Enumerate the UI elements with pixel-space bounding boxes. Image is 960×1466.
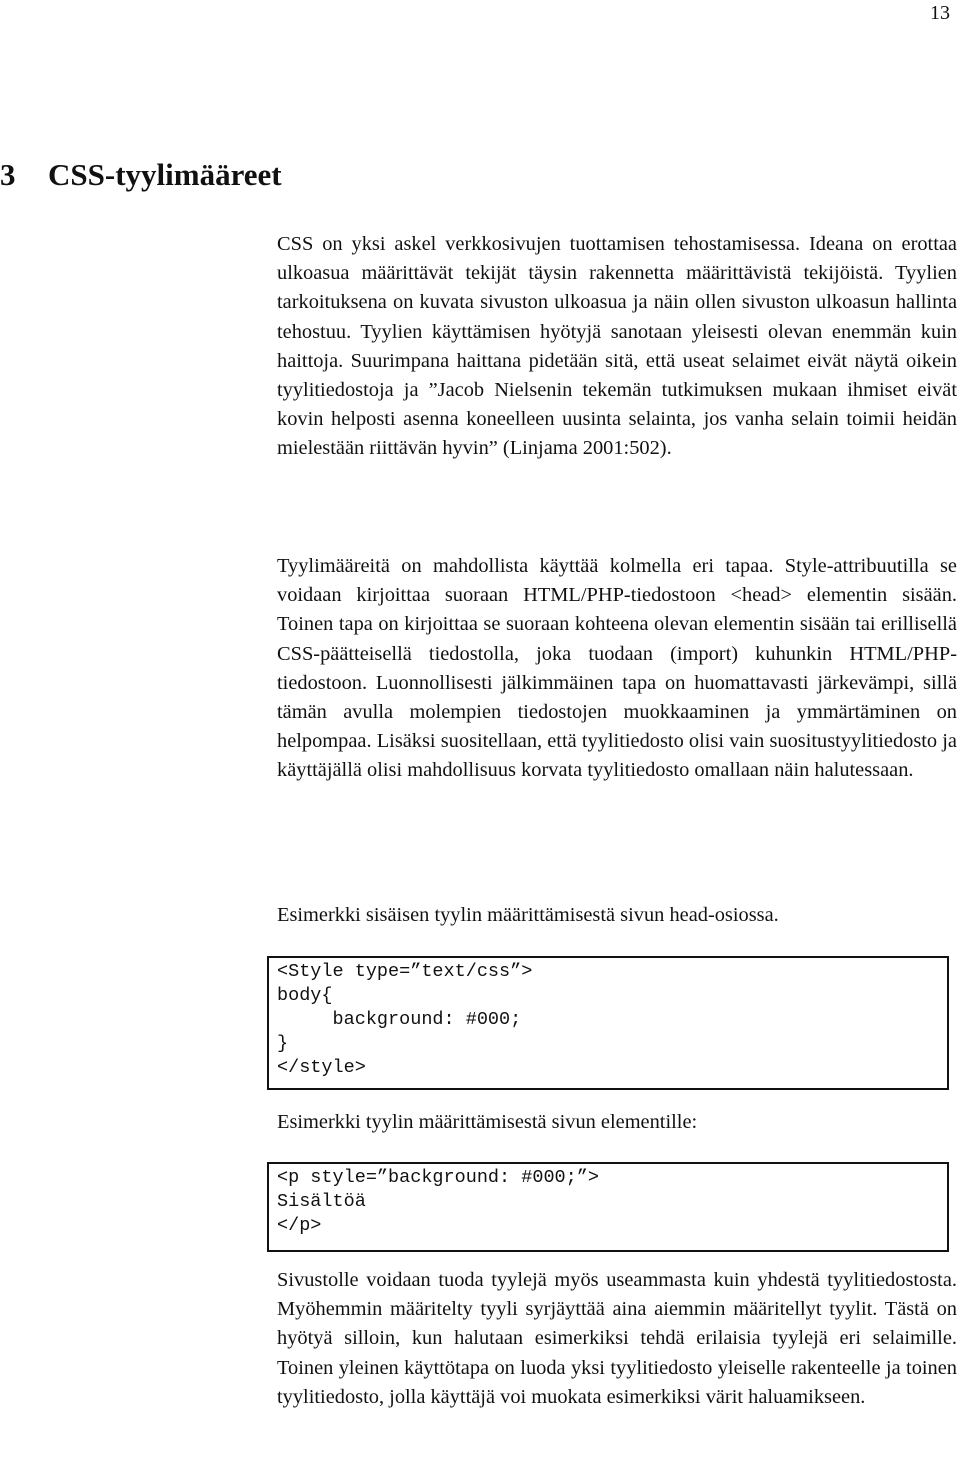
section-heading <box>0 157 282 193</box>
section-title: CSS-tyylimääreet <box>48 157 282 192</box>
code-example-head-style <box>267 956 949 1090</box>
code-line: Sisältöä <box>277 1191 366 1212</box>
paragraph-usage: Tyylimääreitä on mahdollista käyttää kolmella eri tapaa. Style-attribuutilla se voidaan kirjoittaa suoraan HTML/PHP-tiedostoon <head> elementin sisään. Toinen tapa on kirjoittaa se suoraan kohteena olevan elementin sisään tai erillisellä CSS-päätteisellä tiedostolla, joka tuodaan (import) kuhunkin HTML/PHP-tiedostoon. Luonnollisesti jälkimmäinen tapa on huomattavasti järkevämpi, sillä tämän avulla molempien tiedostojen muokkaaminen ja ymmärtäminen on helpompaa. Lisäksi suositellaan, että tyylitiedosto olisi vain suositustyylitiedosto ja käyttäjällä olisi mahdollisuus korvata tyylitiedosto omallaan näin halutessaan. <box>277 555 957 782</box>
section-number: 3 <box>0 157 16 192</box>
code-line: <Style type=”text/css”> <box>277 961 533 982</box>
code-line: background: #000; <box>277 1009 522 1030</box>
paragraph-multiple-stylesheets: Sivustolle voidaan tuoda tyylejä myös useammasta kuin yhdestä tyylitiedostosta. Myöhemmin määritelty tyyli syrjäyttää aina aiemmin määritellyt tyylit. Tästä on hyötyä silloin, kun halutaan esimerkiksi tehdä erilaisia tyylejä eri selaimille. Toinen yleinen käyttötapa on luoda yksi tyylitiedosto yleiselle rakenteelle ja toinen tyylitiedosto, jolla käyttäjä voi muokata esimerkiksi värit haluamikseen. <box>277 1269 957 1408</box>
example-caption-head: Esimerkki sisäisen tyylin määrittämisestä sivun head-osiossa. <box>277 904 779 926</box>
code-example-inline-style <box>267 1162 949 1252</box>
page-number: 13 <box>930 2 950 24</box>
paragraph-intro: CSS on yksi askel verkkosivujen tuottamisen tehostamisessa. Ideana on erottaa ulkoasua määrittävät tekijät täysin rakennetta määrittävistä tekijöistä. Tyylien tarkoituksena on kuvata sivuston ulkoasua ja näin ollen sivuston ulkoasun hallinta tehostuu. Tyylien käyttämisen hyötyjä sanotaan yleisesti olevan enemmän kuin haittoja. Suurimpana haittana pidetään sitä, että useat selaimet eivät näytä oikein tyylitiedostoja ja ”Jacob Nielsenin tekemän tutkimuksen mukaan ihmiset eivät kovin helposti asenna koneelleen uusinta selainta, jos vanha selain toimii heidän mielestään riittävän hyvin” (Linjama 2001:502). <box>277 233 957 460</box>
code-line: </p> <box>277 1215 322 1236</box>
code-line: </style> <box>277 1057 366 1078</box>
code-line: <p style=”background: #000;”> <box>277 1167 599 1188</box>
code-line: body{ <box>277 985 333 1006</box>
code-line: } <box>277 1033 289 1054</box>
example-caption-element: Esimerkki tyylin määrittämisestä sivun elementille: <box>277 1111 698 1133</box>
